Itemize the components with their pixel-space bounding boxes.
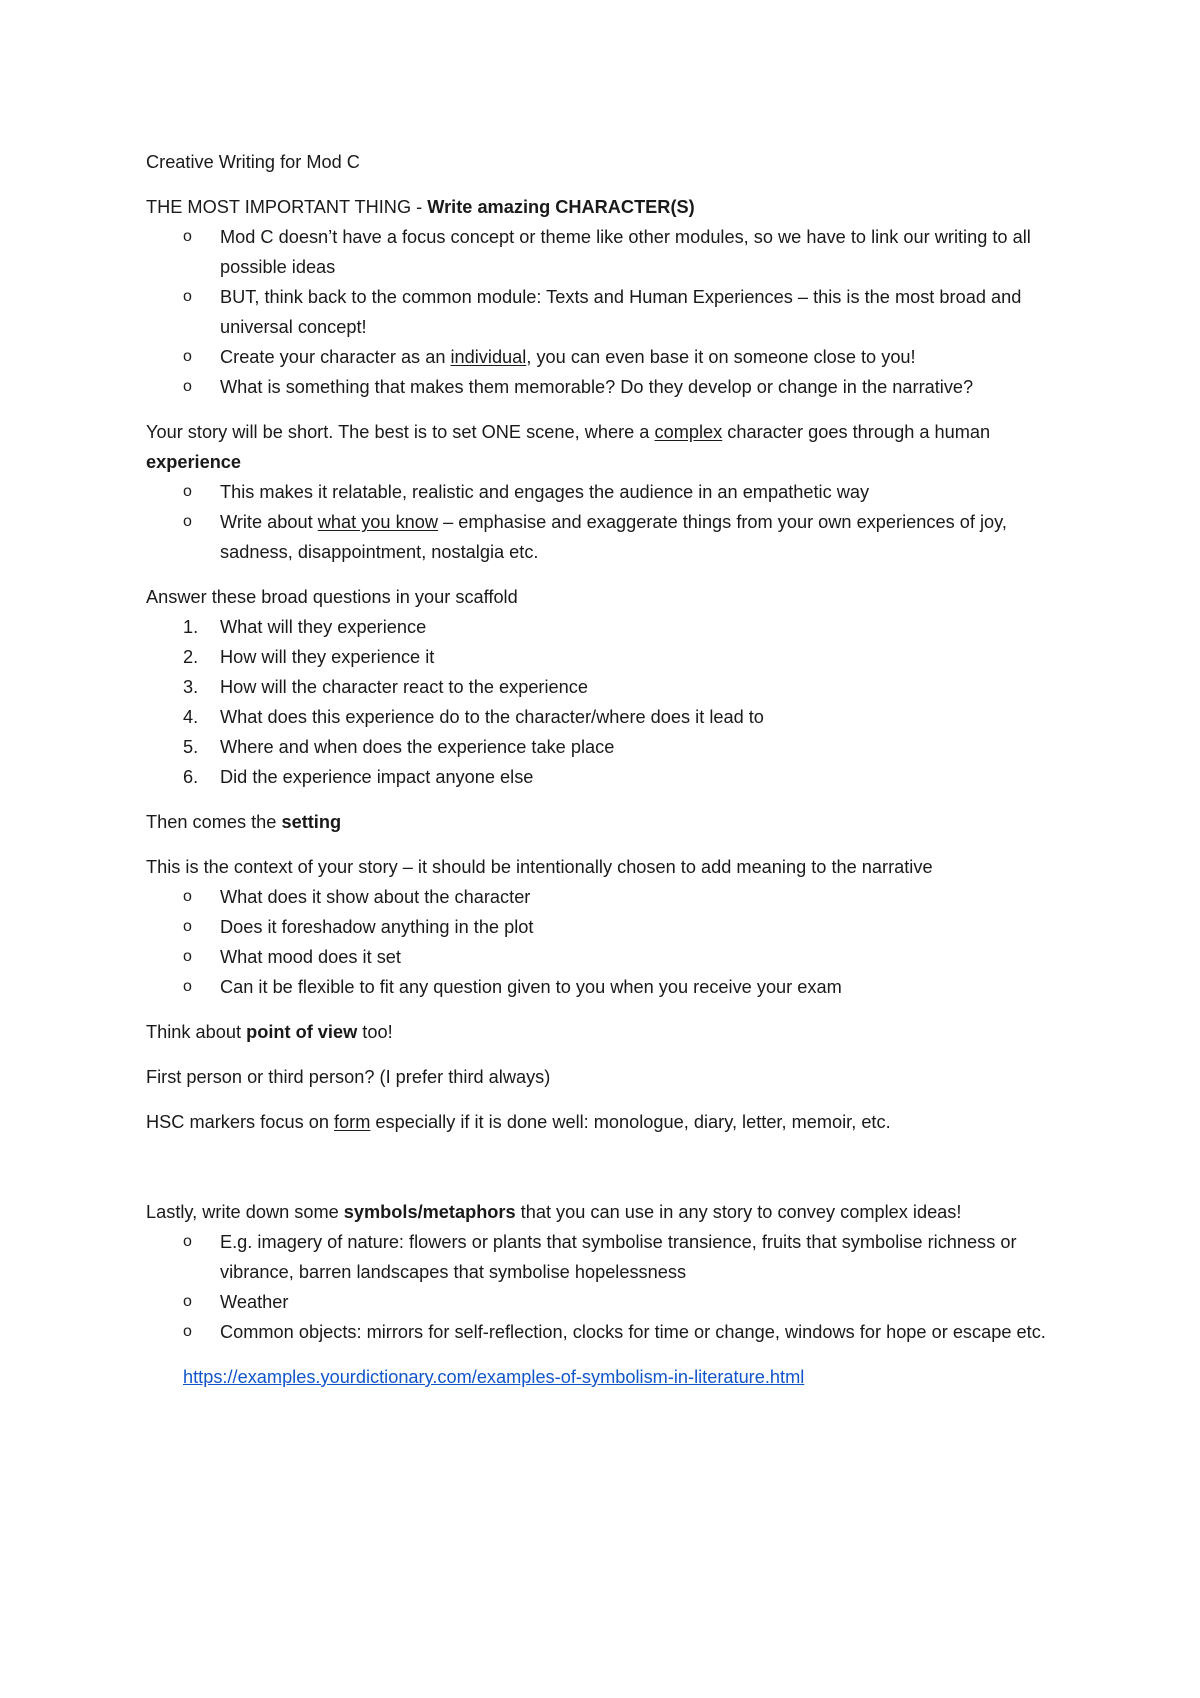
list-item: o Mod C doesn’t have a focus concept or theme like other modules, so we have to link our writing to all possible ideas <box>146 222 1081 282</box>
list-item: o Does it foreshadow anything in the plot <box>146 912 1081 942</box>
important-prefix: THE MOST IMPORTANT THING - <box>146 197 428 217</box>
bullet-glyph: o <box>183 378 192 395</box>
scaffold-heading: Answer these broad questions in your scaffold <box>146 587 518 607</box>
list-item: 6. Did the experience impact anyone else <box>183 767 534 787</box>
bullet-glyph: o <box>183 513 192 530</box>
list-item: o Create your character as an individual, you can even base it on someone close to you! <box>146 342 1081 372</box>
bullet-glyph: o <box>183 978 192 995</box>
form-paragraph: HSC markers focus on form especially if it is done well: monologue, diary, letter, memoir, etc. <box>146 1112 891 1132</box>
important-line <box>146 192 1081 222</box>
bullet-glyph: o <box>183 948 192 965</box>
list-item: o Write about what you know – emphasise and exaggerate things from your own experiences of joy, sadness, disappointment, nostalgia etc. <box>146 507 1081 567</box>
doc-title: Creative Writing for Mod C <box>146 152 360 172</box>
context-paragraph: This is the context of your story – it should be intentionally chosen to add meaning to the narrative <box>146 857 933 877</box>
character-bullets <box>146 222 1081 402</box>
list-item: o What mood does it set <box>146 942 1081 972</box>
bullet-glyph: o <box>183 1293 192 1310</box>
list-item: o Common objects: mirrors for self-reflection, clocks for time or change, windows for hope or escape etc. <box>146 1317 1081 1347</box>
list-item: o BUT, think back to the common module: Texts and Human Experiences – this is the most broad and universal concept! <box>146 282 1081 342</box>
list-item: 5. Where and when does the experience take place <box>183 737 615 757</box>
bullet-glyph: o <box>183 918 192 935</box>
story-paragraph: Your story will be short. The best is to set ONE scene, where a complex character goes through a human experience <box>146 422 991 472</box>
list-item: o E.g. imagery of nature: flowers or plants that symbolise transience, fruits that symbolise richness or vibrance, barren landscapes that symbolise hopelessness <box>146 1227 1081 1287</box>
list-item: 3. How will the character react to the experience <box>183 677 588 697</box>
bullet-glyph: o <box>183 228 192 245</box>
bullet-glyph: o <box>183 348 192 365</box>
bullet-glyph: o <box>183 1233 192 1250</box>
document-body <box>146 147 1081 1392</box>
list-item: 4. What does this experience do to the character/where does it lead to <box>183 707 764 727</box>
list-item: o What is something that makes them memorable? Do they develop or change in the narrative? <box>146 372 1081 402</box>
bullet-glyph: o <box>183 888 192 905</box>
list-item: 2. How will they experience it <box>183 647 435 667</box>
important-bold: Write amazing CHARACTER(S) <box>427 197 695 217</box>
person-paragraph: First person or third person? (I prefer third always) <box>146 1067 551 1087</box>
list-item: o Can it be flexible to fit any question given to you when you receive your exam <box>146 972 1081 1002</box>
setting-bullets <box>146 882 1081 1002</box>
bullet-glyph: o <box>183 483 192 500</box>
link-row <box>146 1362 1081 1392</box>
list-item: o This makes it relatable, realistic and engages the audience in an empathetic way <box>146 477 1081 507</box>
question-list <box>146 612 1081 792</box>
symbolism-link[interactable]: https://examples.yourdictionary.com/examples-of-symbolism-in-literature.html <box>183 1367 805 1387</box>
setting-heading: Then comes the setting <box>146 812 342 832</box>
bullet-glyph: o <box>183 288 192 305</box>
symbols-paragraph: Lastly, write down some symbols/metaphors that you can use in any story to convey complex ideas! <box>146 1202 962 1222</box>
story-bullets <box>146 477 1081 567</box>
list-item: o What does it show about the character <box>146 882 1081 912</box>
bullet-glyph: o <box>183 1323 192 1340</box>
list-item: 1. What will they experience <box>183 617 427 637</box>
pov-paragraph: Think about point of view too! <box>146 1022 393 1042</box>
symbols-bullets <box>146 1227 1081 1347</box>
list-item: o Weather <box>146 1287 1081 1317</box>
